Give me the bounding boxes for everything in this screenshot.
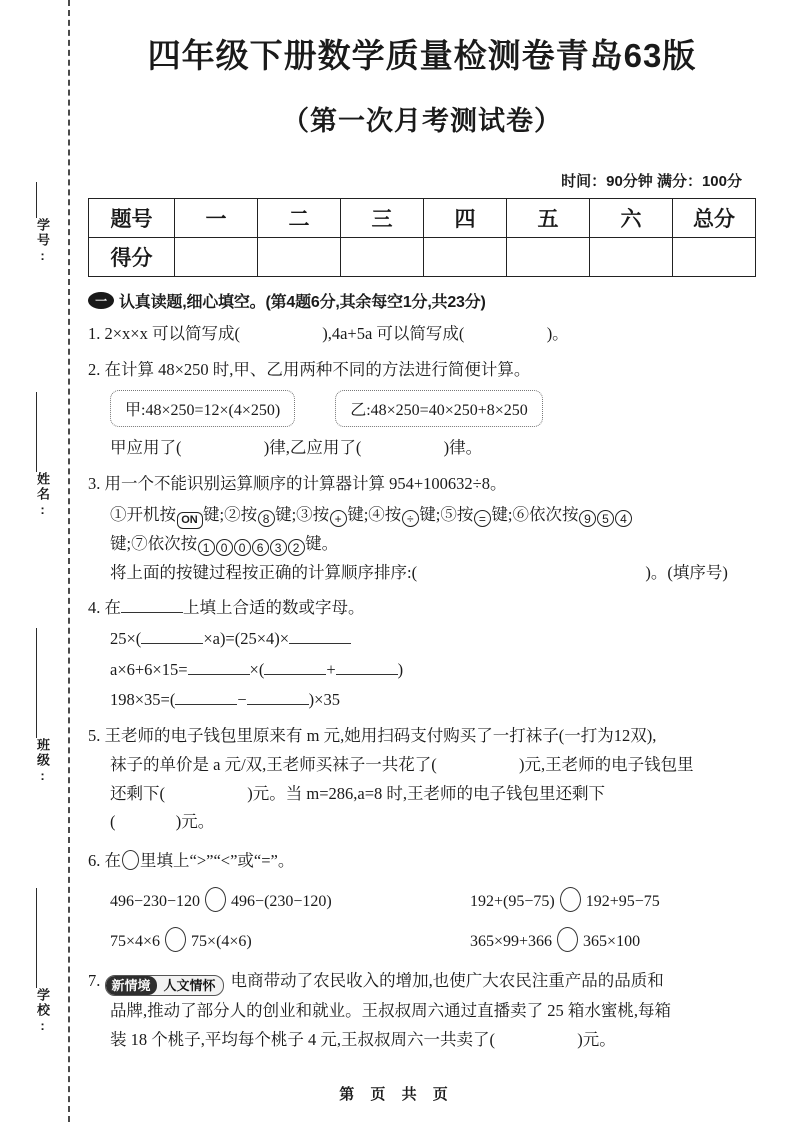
- compare-4-right: 365×100: [583, 932, 641, 950]
- q3-line3-b: )。(填序号): [645, 562, 728, 582]
- q6-stem-b: 里填上“>”“<”或“=”。: [140, 851, 295, 871]
- score-table-col-6: 六: [590, 199, 673, 238]
- compare-3-circle[interactable]: [165, 927, 186, 952]
- q5-l4b: )元。: [175, 812, 215, 832]
- score-table-col-3: 三: [341, 199, 424, 238]
- q3-step-1b: 键;②按: [203, 504, 258, 524]
- fold-dashed-line: [68, 0, 70, 1122]
- question-5-line-1: 王老师的电子钱包里原来有 m 元,她用扫码支付购买了一打袜子(一打为12双),: [104, 726, 657, 746]
- question-3-steps-line-2: [88, 531, 756, 558]
- compare-3-right: 75×(4×6): [191, 932, 252, 950]
- question-7-tags: [105, 975, 224, 996]
- question-3-number: 3.: [88, 474, 101, 494]
- compare-item-1: [110, 887, 470, 912]
- calculator-key-3-icon: 3: [270, 539, 287, 556]
- q4-e2c: +: [326, 659, 336, 679]
- q3-step-3b: 键;④按: [347, 504, 402, 524]
- q5-l3a: 还剩下(: [110, 783, 165, 803]
- margin-rule: [36, 392, 37, 472]
- score-table-row-label: 题号: [89, 199, 175, 238]
- section-heading-text: 认真读题,细心填空。(第4题6分,其余每空1分,共23分): [119, 294, 486, 311]
- question-5-number: 5.: [88, 726, 101, 746]
- question-6: [88, 848, 756, 875]
- question-1-part-b: ),4a+5a 可以简写成(: [322, 324, 465, 343]
- question-5-line-2: [88, 752, 756, 779]
- calculator-key-1-icon: 1: [198, 539, 215, 556]
- q4-e2d: ): [397, 659, 404, 679]
- q4-eq2-blank-2[interactable]: [264, 674, 326, 675]
- q3-line2-b: 键。: [305, 533, 339, 553]
- q4-stem-a: 在: [104, 598, 121, 618]
- method-box-yi: 乙:48×250=40×250+8×250: [335, 390, 543, 427]
- question-5-line-3: [88, 781, 756, 808]
- q3-step-2b: 键;③按: [275, 504, 330, 524]
- q4-e1b: ×a)=(25×4)×: [203, 629, 290, 649]
- compare-1-left: 496−230−120: [110, 892, 201, 910]
- question-1: [88, 321, 756, 348]
- score-table-col-2: 二: [258, 199, 341, 238]
- score-table-col-5: 五: [507, 199, 590, 238]
- question-4-stem-blank[interactable]: [121, 612, 183, 613]
- q4-e3a: 198×35=(: [110, 690, 176, 710]
- section-number-badge: 一: [88, 292, 114, 309]
- compare-circle-icon: [122, 850, 139, 870]
- question-2-tail-b: )律,乙应用了(: [263, 438, 362, 458]
- question-5: [88, 723, 756, 750]
- q5-l3b: )元。当 m=286,a=8 时,王老师的电子钱包里还剩下: [247, 783, 606, 803]
- compare-item-3: [110, 927, 470, 952]
- score-table: [88, 198, 756, 277]
- question-5-line-4: [88, 809, 756, 836]
- question-3-steps-line-1: [88, 502, 756, 529]
- q4-e2b: ×(: [249, 659, 265, 679]
- calculator-key-2-icon: 2: [288, 539, 305, 556]
- margin-rule: [36, 628, 37, 738]
- calculator-key-0-icon: 0: [216, 539, 233, 556]
- page-footer: 第 页 共 页: [339, 1086, 454, 1103]
- q4-e3c: )×35: [308, 690, 340, 710]
- question-4-equation-3: [88, 687, 756, 714]
- question-1-number: 1.: [88, 324, 101, 343]
- question-2: [88, 357, 756, 384]
- calculator-key-0b-icon: 0: [234, 539, 251, 556]
- question-4-equation-2: [88, 657, 756, 684]
- calculator-key-plus-icon: +: [330, 510, 347, 527]
- q4-e3b: −: [237, 690, 247, 710]
- calculator-key-divide-icon: ÷: [402, 510, 419, 527]
- q7-l3b: )元。: [577, 1029, 616, 1049]
- score-table-col-4: 四: [424, 199, 507, 238]
- score-table-row-label: 得分: [89, 238, 175, 277]
- q4-e1a: 25×(: [110, 629, 142, 649]
- q5-l4a: (: [110, 812, 116, 832]
- question-6-compare-grid: [88, 887, 756, 952]
- compare-1-circle[interactable]: [205, 887, 226, 912]
- question-7-line-1: 电商带动了农民收入的增加,也使广大农民注重产品的品质和: [230, 970, 664, 990]
- question-6-number: 6.: [88, 851, 101, 871]
- compare-4-circle[interactable]: [557, 927, 578, 952]
- calculator-key-equals-icon: =: [474, 510, 491, 527]
- question-3-stem: 用一个不能识别运算顺序的计算器计算 954+100632÷8。: [104, 474, 507, 494]
- compare-item-2: [470, 887, 756, 912]
- table-row: [89, 238, 756, 277]
- question-4: [88, 595, 756, 622]
- compare-2-circle[interactable]: [560, 887, 581, 912]
- q4-stem-b: 上填上合适的数或字母。: [183, 598, 365, 618]
- page-subtitle: （第一次月考测试卷）: [282, 106, 562, 136]
- question-2-tail-c: )律。: [443, 438, 483, 458]
- q4-e2a: a×6+6×15=: [110, 659, 188, 679]
- score-table-col-1: 一: [175, 199, 258, 238]
- q3-step-5b: 键;⑥依次按: [491, 504, 579, 524]
- compare-3-left: 75×4×6: [110, 932, 161, 950]
- page-body: [88, 0, 756, 1053]
- question-2-answer-line: [88, 435, 756, 462]
- q7-l3a: 装 18 个桃子,平均每个桃子 4 元,王叔叔周六一共卖了(: [110, 1029, 495, 1049]
- question-7-line-2: 品牌,推动了部分人的创业和就业。王叔叔周六通过直播卖了 25 箱水蜜桃,每箱: [110, 1000, 671, 1020]
- question-4-number: 4.: [88, 598, 101, 618]
- tag-humanistic-care: 人文情怀: [163, 977, 216, 993]
- exam-meta: 时间：90分钟 满分：100分: [561, 173, 742, 190]
- question-4-equation-1: [88, 626, 756, 653]
- q4-eq1-blank-2[interactable]: [289, 643, 351, 644]
- q4-eq2-blank-1[interactable]: [188, 674, 250, 675]
- calculator-key-9-icon: 9: [579, 510, 596, 527]
- compare-2-left: 192+(95−75): [470, 892, 555, 910]
- compare-4-left: 365×99+366: [470, 932, 553, 950]
- question-1-part-a: 2×x×x 可以简写成(: [104, 324, 240, 343]
- question-7-line-3: [88, 1027, 756, 1054]
- compare-2-right: 192+95−75: [585, 892, 660, 910]
- question-1-part-c: )。: [546, 324, 569, 343]
- question-2-number: 2.: [88, 359, 101, 379]
- score-table-col-total: 总分: [673, 199, 756, 238]
- margin-rule: [36, 888, 37, 988]
- calculator-key-6-icon: 6: [252, 539, 269, 556]
- score-cell-4[interactable]: [424, 238, 507, 277]
- compare-item-4: [470, 927, 756, 952]
- score-cell-1[interactable]: [175, 238, 258, 277]
- question-2-tail-a: 甲应用了(: [110, 438, 182, 458]
- score-cell-2[interactable]: [258, 238, 341, 277]
- score-cell-3[interactable]: [341, 238, 424, 277]
- margin-rule: [36, 182, 37, 218]
- calculator-key-5-icon: 5: [597, 510, 614, 527]
- q4-eq3-blank-1[interactable]: [175, 704, 237, 705]
- score-cell-total[interactable]: [673, 238, 756, 277]
- q5-l2a: 袜子的单价是 a 元/双,王老师买袜子一共花了(: [110, 754, 437, 774]
- calculator-key-8-icon: 8: [258, 510, 275, 527]
- q5-l2b: )元,王老师的电子钱包里: [519, 754, 694, 774]
- q4-eq3-blank-2[interactable]: [247, 704, 309, 705]
- score-cell-6[interactable]: [590, 238, 673, 277]
- margin-label-student-id: 学号:: [35, 218, 50, 265]
- q4-eq1-blank-1[interactable]: [141, 643, 203, 644]
- margin-label-class: 班级:: [35, 738, 50, 785]
- question-7: [88, 968, 756, 996]
- score-cell-5[interactable]: [507, 238, 590, 277]
- q3-line3-a: 将上面的按键过程按正确的计算顺序排序:(: [110, 562, 418, 582]
- q6-stem-a: 在: [104, 851, 121, 871]
- question-2-stem: 在计算 48×250 时,甲、乙用两种不同的方法进行简便计算。: [104, 359, 531, 379]
- question-2-method-boxes: [88, 390, 756, 427]
- question-3-answer-line: [88, 560, 756, 587]
- page-title: 四年级下册数学质量检测卷青岛63版: [147, 37, 697, 74]
- calculator-key-on-icon: ON: [177, 512, 203, 529]
- section-heading: [88, 289, 756, 312]
- tag-new-scenario: 新情境: [106, 976, 157, 995]
- q3-line2-a: 键;⑦依次按: [110, 533, 198, 553]
- q4-eq2-blank-3[interactable]: [336, 674, 398, 675]
- q3-step-1: ①开机按: [110, 504, 176, 524]
- margin-label-school: 学校:: [35, 988, 50, 1035]
- margin-label-name: 姓名:: [35, 472, 50, 519]
- calculator-key-4-icon: 4: [615, 510, 632, 527]
- question-3: [88, 471, 756, 498]
- q3-step-4b: 键;⑤按: [419, 504, 474, 524]
- compare-1-right: 496−(230−120): [231, 892, 332, 910]
- method-box-jia: 甲:48×250=12×(4×250): [110, 390, 295, 427]
- table-row-header: [89, 199, 756, 238]
- question-7-number: 7.: [88, 970, 101, 990]
